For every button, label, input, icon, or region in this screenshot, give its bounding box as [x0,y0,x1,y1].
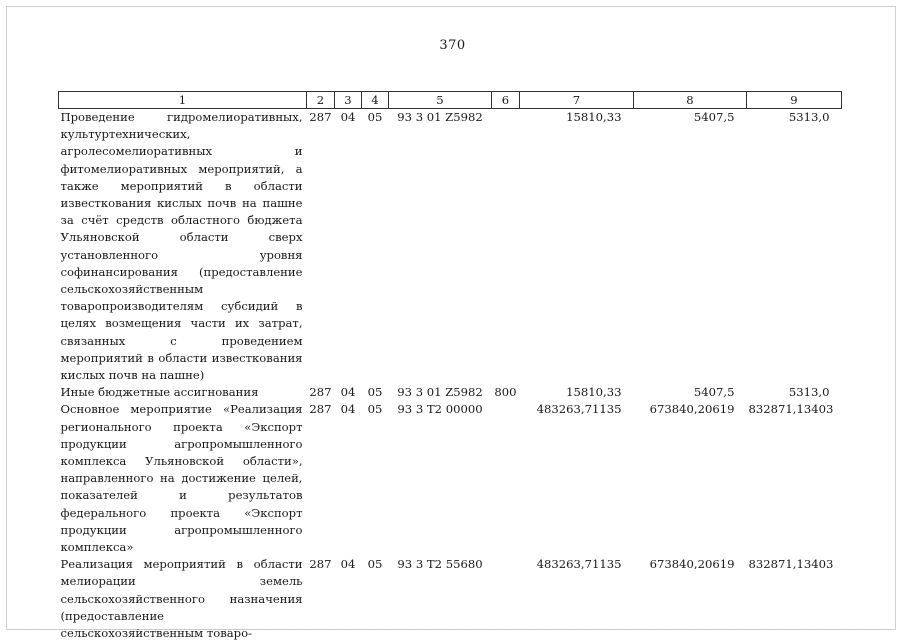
cell-col8: 673840,20619 [649,557,735,572]
cell-col4: 05 [367,402,383,417]
column-header-9: 9 [747,92,842,109]
row-description: Основное мероприятие «Реализация регионального проекта «Экспорт продукции агропромышленного комплекса Ульяновской области», направленного на достижение целей, показателей и результатов федерального проекта «Экспорт продукции агропромышленного комплекса» [60,402,303,555]
cell-col9: 5313,0 [788,110,830,124]
cell-col3: 04 [340,110,356,124]
table-header-row [59,92,842,109]
cell-col7: 483263,71135 [536,557,622,572]
row-description: Иные бюджетные ассигнования [60,385,259,400]
cell-col2: 287 [309,557,332,572]
row-description: Проведение гидромелиоративных, культуртехнических, агролесомелиоративных и фитомелиоративных мероприятий, а также мероприятий в области известкования кислых почв на пашне за счёт средств областного бюджета Ульяновской области сверх установленного уровня софинансирования (предоставление сельскохозяйственным товаропроизводителям субсидий в целях возмещения части их затрат, связанных с проведением мероприятий в области известкования кислых почв на пашне) [60,110,303,383]
column-header-8: 8 [634,92,747,109]
cell-col2: 287 [309,110,332,124]
cell-col4: 05 [367,110,383,124]
column-header-7: 7 [520,92,634,109]
cell-col5: 93 3 T2 00000 [397,402,483,417]
cell-col3: 04 [340,402,356,417]
page-bottom-edge [14,629,891,630]
cell-col7: 483263,71135 [536,402,622,417]
cell-col5: 93 3 01 Z5982 [397,385,483,400]
cell-col2: 287 [309,385,332,400]
cell-col3: 04 [340,385,356,400]
column-header-3: 3 [335,92,362,109]
cell-col8: 5407,5 [693,110,735,124]
cell-col6: 800 [494,385,517,400]
cell-col8: 673840,20619 [649,402,735,417]
cell-col6 [492,401,520,556]
table-row [59,401,842,556]
page-number: 370 [439,38,466,53]
cell-col3: 04 [340,557,356,572]
table-row [59,109,842,385]
column-header-6: 6 [492,92,520,109]
cell-col8: 5407,5 [693,385,735,400]
cell-col7: 15810,33 [566,110,622,124]
cell-col7: 15810,33 [566,385,622,400]
row-description: Реализация мероприятий в области мелиорации земель сельскохозяйственного назначения (предоставление сельскохозяйственным товаро- [60,557,303,641]
cell-col9: 5313,0 [788,385,830,400]
column-header-4: 4 [362,92,389,109]
column-header-1: 1 [59,92,307,109]
cell-col9: 832871,13403 [748,402,834,417]
cell-col4: 05 [367,557,383,572]
cell-col2: 287 [309,402,332,417]
column-header-2: 2 [307,92,335,109]
cell-col6 [492,109,520,385]
budget-table [58,91,842,642]
cell-col9: 832871,13403 [748,557,834,572]
cell-col4: 05 [367,385,383,400]
cell-col5: 93 3 T2 55680 [397,557,483,572]
column-header-5: 5 [389,92,492,109]
cell-col5: 93 3 01 Z5982 [397,110,483,124]
table-row [59,384,842,401]
